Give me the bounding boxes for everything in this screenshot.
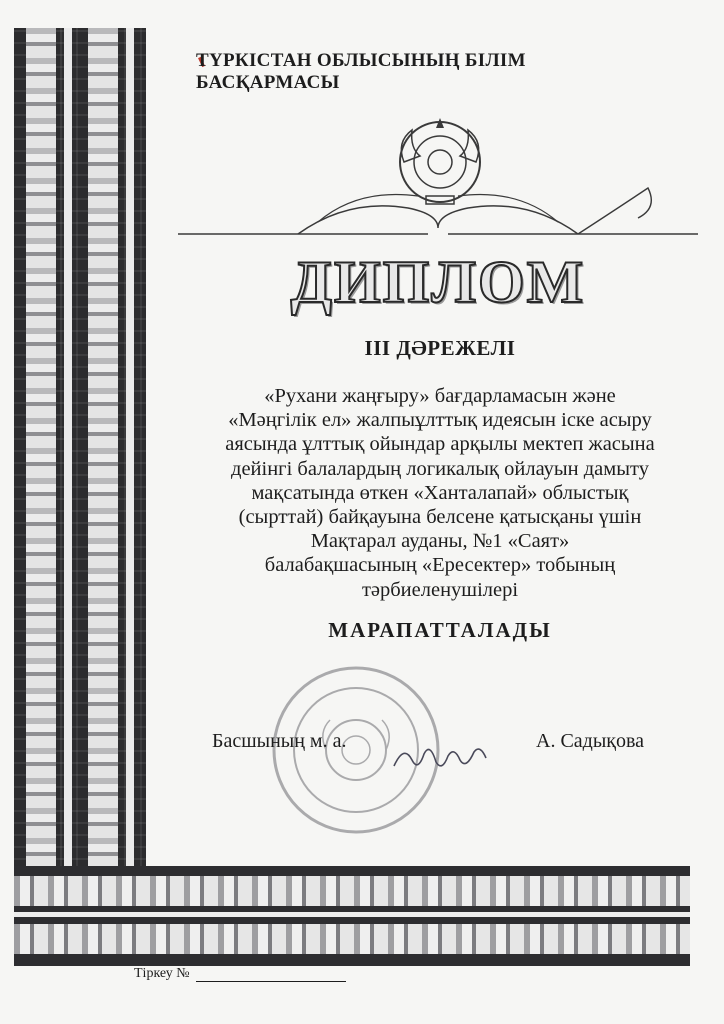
registration-number-line	[196, 981, 346, 982]
ornament-lane	[26, 28, 56, 870]
bottom-ornament-border	[14, 866, 690, 966]
description-line: «Мәңгілік ел» жалпыұлттық идеясын іске асыру	[228, 409, 652, 432]
signatory-position: Басшының м. а.	[212, 730, 347, 752]
ornament-band	[14, 876, 690, 906]
decorative-flourish	[178, 178, 698, 238]
description-line: дейінгі балалардың логикалық ойлауын дамыту	[231, 457, 649, 480]
signatory-name: А. Садықова	[536, 730, 645, 752]
diploma-title: ДИПЛОМ	[290, 249, 586, 315]
description-line: тәрбиеленушілері	[361, 578, 519, 601]
description-line: аясында ұлттық ойындар арқылы мектеп жасына	[225, 433, 655, 456]
registration-label: Тіркеу №	[134, 966, 190, 981]
description-line: мақсатында өткен «Ханталапай» облыстық	[251, 481, 629, 504]
ornament-stripe	[126, 28, 134, 870]
description-line: (сырттай) байқауына белсене қатысқаны үшін	[238, 506, 642, 529]
handwritten-signature	[390, 738, 490, 778]
description-line: Мақтарал ауданы, №1 «Саят»	[310, 530, 570, 553]
left-ornament-border	[14, 28, 146, 870]
ornament-band	[14, 924, 690, 954]
awarded-label: МАРАПАТТАЛАДЫ	[328, 618, 552, 642]
award-description	[180, 384, 700, 602]
ornament-line	[14, 912, 690, 917]
description-line: «Рухани жаңғыру» бағдарламасын және	[264, 385, 616, 407]
ornament-lane	[88, 28, 118, 870]
description-line: балабақшасының «Ересектер» тобының	[264, 554, 616, 577]
organization-heading: ТҮРКІСТАН ОБЛЫСЫНЫҢ БІЛІМ БАСҚАРМАСЫ	[196, 50, 526, 93]
ornament-stripe	[64, 28, 72, 870]
degree-label: III ДӘРЕЖЕЛІ	[364, 336, 516, 360]
